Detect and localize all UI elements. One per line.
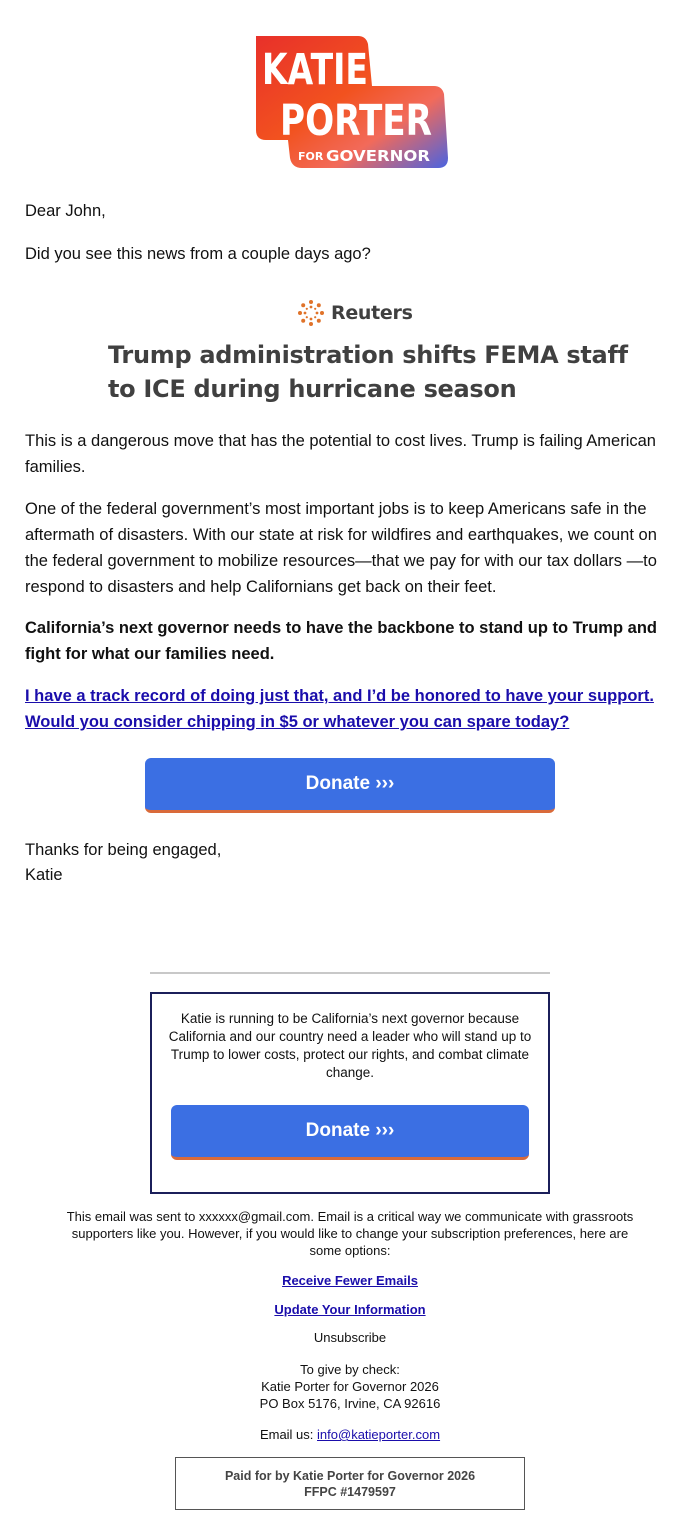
news-source: [297, 298, 413, 328]
unsubscribe-link[interactable]: Unsubscribe: [313, 1330, 387, 1345]
body-paragraph-2: One of the federal government’s most important jobs is to keep Americans safe in the aftermath of disasters. With our state at risk for wildfires and earthquakes, we count on the federal government to mobilize resources—that we pay for with our tax dollars —to respond to disasters and help Californians get back on their feet.: [25, 500, 657, 596]
check-address: PO Box 5176, Irvine, CA 92616: [259, 1396, 441, 1411]
fewer-emails: [60, 1272, 640, 1289]
logo-word-porter: PORTER: [280, 96, 432, 146]
contact-email: [60, 1426, 640, 1443]
receive-fewer-emails-link[interactable]: Receive Fewer Emails: [282, 1273, 418, 1288]
logo-word-governor: GOVERNOR: [326, 147, 431, 165]
paid-for-disclaimer: [175, 1457, 525, 1510]
footer-box-text: Katie is running to be California’s next governor because California and our country need a leader who will stand up to Trump to lower costs, protect our rights, and combat climate change.: [168, 1011, 532, 1080]
greeting: Dear John,: [25, 202, 106, 220]
donation-ask-link[interactable]: I have a track record of doing just that, and I’d be honored to have your support. Would you consider chipping in $5 or whatever you can spare today?: [25, 687, 654, 731]
footer-divider: [150, 972, 550, 974]
news-headline-line2: to ICE during hurricane season: [108, 375, 517, 403]
reuters-logo-icon: [297, 299, 325, 327]
campaign-logo-graphic: [250, 32, 450, 170]
news-headline-line1: Trump administration shifts FEMA staff: [108, 341, 628, 369]
paid-for-text: Paid for by Katie Porter for Governor 2026: [224, 1469, 476, 1483]
news-source-name: Reuters: [331, 302, 413, 324]
signoff-line: Thanks for being engaged,: [25, 841, 222, 859]
news-headline: [108, 338, 628, 406]
footer-donate-button[interactable]: Donate ›››: [171, 1105, 529, 1160]
email-sent-notice: This email was sent to xxxxxx@gmail.com. Email is a critical way we communicate with grassroots supporters like you. However, if you would like to change your subscription preferences, here are some options:: [66, 1209, 634, 1258]
contact-email-link[interactable]: info@katieporter.com: [317, 1427, 441, 1442]
campaign-logo: [250, 32, 450, 170]
update-info: [60, 1301, 640, 1318]
check-payee: Katie Porter for Governor 2026: [261, 1379, 439, 1394]
donate-button[interactable]: Donate ›››: [145, 758, 555, 813]
donation-ask: [25, 683, 685, 735]
signoff-name: Katie: [25, 866, 63, 884]
body-paragraph-3: California’s next governor needs to have the backbone to stand up to Trump and fight for what our families need.: [25, 619, 657, 663]
logo-word-katie: KATIE: [262, 45, 368, 95]
intro-text: Did you see this news from a couple days ago?: [25, 245, 371, 263]
footer-donate-box: [150, 992, 550, 1194]
contact-email-label: Email us:: [259, 1427, 314, 1442]
update-information-link[interactable]: Update Your Information: [274, 1302, 426, 1317]
fppc-number: FFPC #1479597: [304, 1485, 396, 1499]
check-intro: To give by check:: [300, 1362, 400, 1377]
logo-word-for: FOR: [298, 150, 324, 163]
body-paragraph-1: This is a dangerous move that has the potential to cost lives. Trump is failing American families.: [25, 432, 656, 476]
